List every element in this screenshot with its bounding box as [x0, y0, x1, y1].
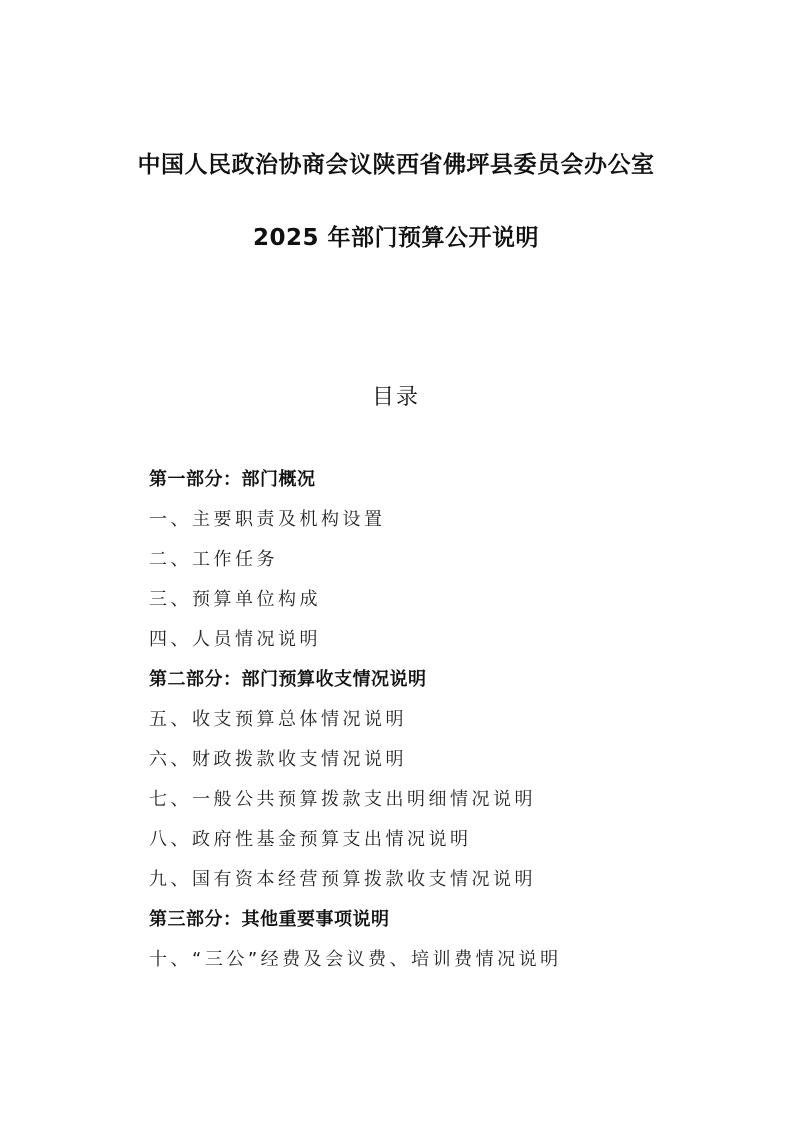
toc-item-1: 一、主要职责及机构设置 — [149, 509, 386, 530]
document-title-line-2: 2025 年部门预算公开说明 — [252, 225, 540, 251]
toc-item-8: 八、政府性基金预算支出情况说明 — [149, 829, 472, 850]
toc-item-3: 三、预算单位构成 — [149, 589, 321, 610]
toc-item-5: 五、收支预算总体情况说明 — [149, 709, 407, 730]
toc-part-1: 第一部分：部门概况 — [149, 469, 316, 490]
document-title-line-1: 中国人民政治协商会议陕西省佛坪县委员会办公室 — [137, 152, 655, 178]
toc-part-3: 第三部分：其他重要事项说明 — [149, 909, 390, 930]
toc-item-9: 九、国有资本经营预算拨款收支情况说明 — [149, 869, 536, 890]
toc-item-6: 六、财政拨款收支情况说明 — [149, 749, 407, 770]
table-of-contents — [149, 460, 749, 980]
toc-item-4: 四、人员情况说明 — [149, 629, 321, 650]
toc-item-2: 二、工作任务 — [149, 549, 278, 570]
toc-item-7: 七、一般公共预算拨款支出明细情况说明 — [149, 789, 536, 810]
toc-item-10: 十、“三公”经费及会议费、培训费情况说明 — [149, 949, 562, 970]
toc-heading: 目录 — [371, 385, 420, 410]
toc-part-2: 第二部分：部门预算收支情况说明 — [149, 669, 427, 690]
